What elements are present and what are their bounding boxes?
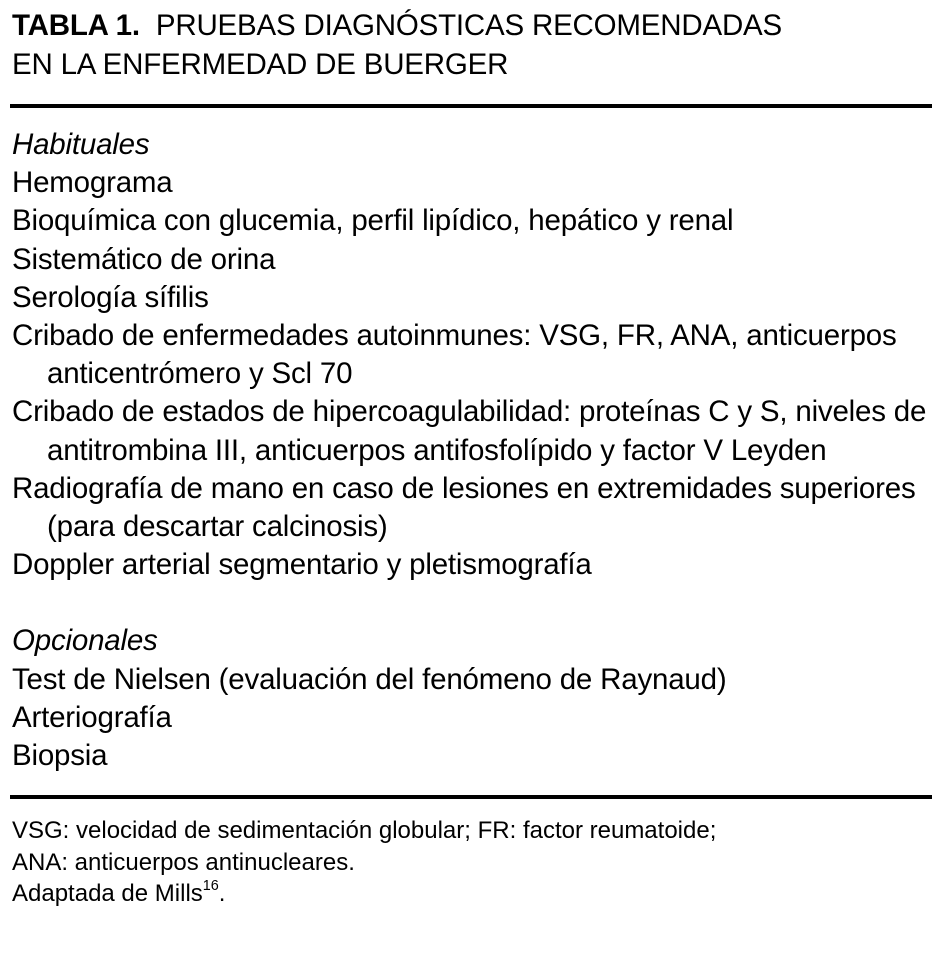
source-end: . (218, 880, 226, 908)
list-item: Serología sífilis (12, 280, 209, 314)
table-footnotes (12, 799, 932, 910)
list-item: Cribado de estados de hipercoagulabilidad: proteínas C y S, niveles de antitrombina III, anticuerpos antifosfolípido y factor V Leyden (12, 395, 927, 467)
section-heading-habituales: Habituales (12, 128, 150, 161)
section-spacer (12, 584, 932, 622)
list-item: Hemograma (12, 166, 173, 200)
footnote-abbreviations-2: ANA: anticuerpos antinucleares. (12, 848, 355, 876)
source-reference: 16 (202, 878, 219, 895)
list-item: Cribado de enfermedades autoinmunes: VSG, FR, ANA, anticuerpos anticentrómero y Scl 70 (12, 319, 897, 391)
table-label: TABLA 1. (12, 9, 140, 42)
list-item: Biopsia (12, 739, 108, 773)
list-item: Test de Nielsen (evaluación del fenómeno de Raynaud) (12, 662, 727, 696)
source-text: Adaptada de Mills (12, 880, 203, 908)
table-title-line1: PRUEBAS DIAGNÓSTICAS RECOMENDADAS (155, 9, 782, 42)
list-item: Bioquímica con glucemia, perfil lipídico, hepático y renal (12, 204, 734, 238)
table-title-line2: EN LA ENFERMEDAD DE BUERGER (12, 48, 509, 81)
table-body (12, 108, 932, 775)
footnote-source (12, 878, 932, 910)
list-item: Arteriografía (12, 700, 172, 734)
section-heading-opcionales: Opcionales (12, 624, 158, 658)
diagnostic-tests-table (12, 0, 932, 910)
table-title (12, 0, 932, 84)
list-item: Doppler arterial segmentario y pletismografía (12, 548, 592, 582)
list-item: Radiografía de mano en caso de lesiones en extremidades superiores (para descartar calcinosis) (12, 471, 916, 544)
list-item: Sistemático de orina (12, 242, 276, 276)
footnote-abbreviations-1: VSG: velocidad de sedimentación globular; FR: factor reumatoide; (12, 817, 717, 845)
